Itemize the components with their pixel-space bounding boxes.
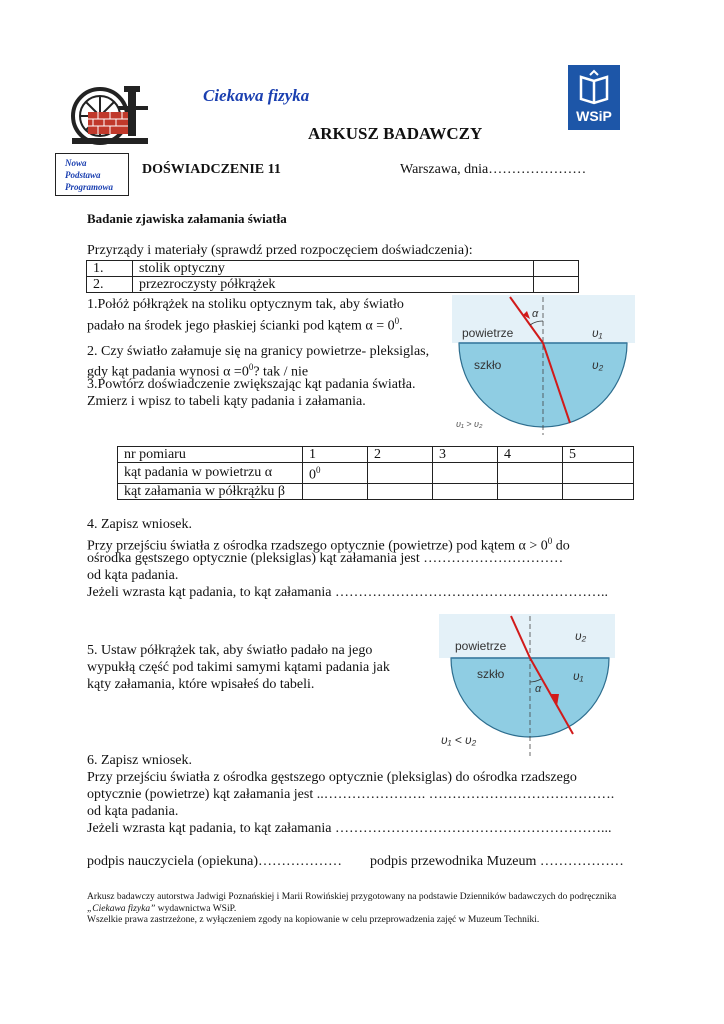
measurements-table (117, 446, 634, 500)
materials-num: 2. (87, 277, 133, 293)
footer-line-3: Wszelkie prawa zastrzeżone, z wyłączeniem zgody na kopiowanie w celu przeprowadzenia zajęć w Muzeum Techniki. (87, 915, 540, 925)
topic-title: Badanie zjawiska załamania światła (87, 211, 287, 226)
step-5-line-3: kąty załamania, które wpisałeś do tabeli. (87, 677, 315, 692)
conclusion-1-title: 4. Zapisz wniosek. (87, 517, 192, 532)
publisher-logo-text: WSiP (576, 108, 612, 124)
header-title-italic: Ciekawa fizyka (203, 86, 310, 105)
footer (87, 892, 647, 927)
refraction-diagram-glass-to-air (433, 614, 621, 760)
conclusion-2-line-2[interactable]: optycznie (powietrze) kąt załamania jest ..…………………. …………………………………. (87, 787, 615, 802)
velocity-1-label: υ₁ (592, 326, 603, 340)
curriculum-badge (55, 153, 129, 196)
museum-logo (70, 82, 152, 148)
step-2-line-1: 2. Czy światło załamuje się na granicy powietrze- pleksiglas, (87, 344, 430, 359)
conclusion-2-title: 6. Zapisz wniosek. (87, 753, 192, 768)
alpha-label: α (535, 683, 542, 695)
air-label: powietrze (462, 326, 514, 340)
step-1-line-1: 1.Połóż półkrążek na stoliku optycznym tak, aby światło (87, 297, 404, 312)
degree-sup: 0 (394, 316, 400, 326)
teacher-signature[interactable]: podpis nauczyciela (opiekuna)……………… (87, 854, 343, 869)
badge-line-3: Programowa (65, 182, 114, 192)
refraction-cell[interactable] (498, 483, 563, 499)
velocity-2-label: υ₂ (575, 629, 587, 643)
incidence-cell[interactable] (498, 463, 563, 484)
experiment-title: DOŚWIADCZENIE 11 (142, 162, 281, 177)
step-1-line-2 (87, 313, 403, 335)
measurement-number: 3 (433, 447, 498, 463)
incidence-cell[interactable] (303, 463, 368, 484)
materials-table (86, 260, 579, 293)
degree-sup: 0 (248, 362, 254, 372)
row-label: kąt padania w powietrzu α (118, 463, 303, 484)
materials-num: 1. (87, 261, 133, 277)
conclusion-2-line-1: Przy przejściu światła z ośrodka gęstszego optycznie (pleksiglas) do ośrodka rzadszego (87, 770, 577, 785)
incidence-cell[interactable] (433, 463, 498, 484)
incidence-cell[interactable] (368, 463, 433, 484)
footer-publisher: wydawnictwa WSiP. (155, 903, 237, 914)
glass-label: szkło (474, 358, 502, 372)
velocity-relation-label: υ₁ < υ₂ (441, 733, 477, 747)
badge-line-1: Nowa (65, 158, 87, 168)
materials-check-cell[interactable] (534, 261, 579, 277)
step-2-answer-options: ? tak / nie (253, 364, 309, 380)
step-1-text: padało na środek jego płaskiej ścianki pod kątem α = 0 (87, 318, 395, 334)
conclusion-1-line-3: od kąta padania. (87, 568, 179, 583)
conclusion-2-line-3: od kąta padania. (87, 804, 179, 819)
measurement-number: 5 (563, 447, 634, 463)
table-row (118, 483, 634, 499)
alpha-label: α (532, 308, 539, 320)
materials-name: stolik optyczny (133, 261, 534, 277)
velocity-relation-label: υ₁ > υ₂ (456, 419, 483, 429)
materials-check-cell[interactable] (534, 277, 579, 293)
conclusion-1-line-4[interactable]: Jeżeli wzrasta kąt padania, to kąt załamania ………………………………………………….. (87, 585, 608, 600)
table-row (118, 463, 634, 484)
page-title: ARKUSZ BADAWCZY (308, 124, 483, 143)
table-header-row (118, 447, 634, 463)
conclusion-1-line-2[interactable]: ośrodka gęstszego optycznie (pleksiglas) kąt załamania jest ………………………… (87, 551, 564, 566)
refraction-cell[interactable] (303, 483, 368, 499)
degree-sup: 0 (547, 536, 553, 546)
degree-sup: 0 (316, 465, 321, 475)
conclusion-2-line-4[interactable]: Jeżeli wzrasta kąt padania, to kąt załamania …………………………………………………... (87, 821, 612, 836)
refraction-cell[interactable] (368, 483, 433, 499)
footer-line-2 (87, 904, 647, 916)
footer-book-title: „Ciekawa fizyka” (87, 903, 156, 914)
materials-name: przezroczysty półkrążek (133, 277, 534, 293)
place-date: Warszawa, dnia………………… (400, 162, 587, 177)
column-label: nr pomiaru (118, 447, 303, 463)
measurement-number: 4 (498, 447, 563, 463)
step-1-end: . (399, 318, 403, 334)
refraction-diagram-air-to-glass (452, 295, 635, 440)
row-label: kąt załamania w półkrążku β (118, 483, 303, 499)
refraction-cell[interactable] (563, 483, 634, 499)
incidence-value: 0 (309, 467, 316, 483)
conclusion-1-text: Przy przejściu światła z ośrodka rzadszego optycznie (powietrze) pod kątem α > 0 (87, 538, 548, 554)
velocity-2-label: υ₂ (592, 358, 604, 372)
conclusion-1-text-end: do (552, 538, 570, 554)
measurement-number: 1 (303, 447, 368, 463)
materials-intro: Przyrządy i materiały (sprawdź przed rozpoczęciem doświadczenia): (87, 243, 473, 258)
step-5-line-2: wypukłą część pod takimi samymi kątami padania jak (87, 660, 390, 675)
step-2-question: gdy kąt padania wynosi α =0 (87, 364, 249, 380)
glass-label: szkło (477, 667, 505, 681)
incidence-cell[interactable] (563, 463, 634, 484)
air-label: powietrze (455, 639, 507, 653)
step-5-line-1: 5. Ustaw półkrążek tak, aby światło padało na jego (87, 643, 373, 658)
publisher-logo (568, 65, 620, 130)
materials-row (87, 277, 579, 293)
step-3-line-1: 3.Powtórz doświadczenie zwiększając kąt padania światła. (87, 377, 416, 392)
step-3-line-2: Zmierz i wpisz to tabeli kąty padania i załamania. (87, 394, 366, 409)
velocity-1-label: υ₁ (573, 669, 584, 683)
measurement-number: 2 (368, 447, 433, 463)
guide-signature[interactable]: podpis przewodnika Muzeum ……………… (370, 854, 624, 869)
refraction-cell[interactable] (433, 483, 498, 499)
badge-line-2: Podstawa (65, 170, 101, 180)
materials-row (87, 261, 579, 277)
book-icon (568, 69, 620, 109)
footer-line-1: Arkusz badawczy autorstwa Jadwigi Poznańskiej i Marii Rowińskiej przygotowany na podstawie Dzienników badawczych do podręcznika (87, 892, 617, 902)
